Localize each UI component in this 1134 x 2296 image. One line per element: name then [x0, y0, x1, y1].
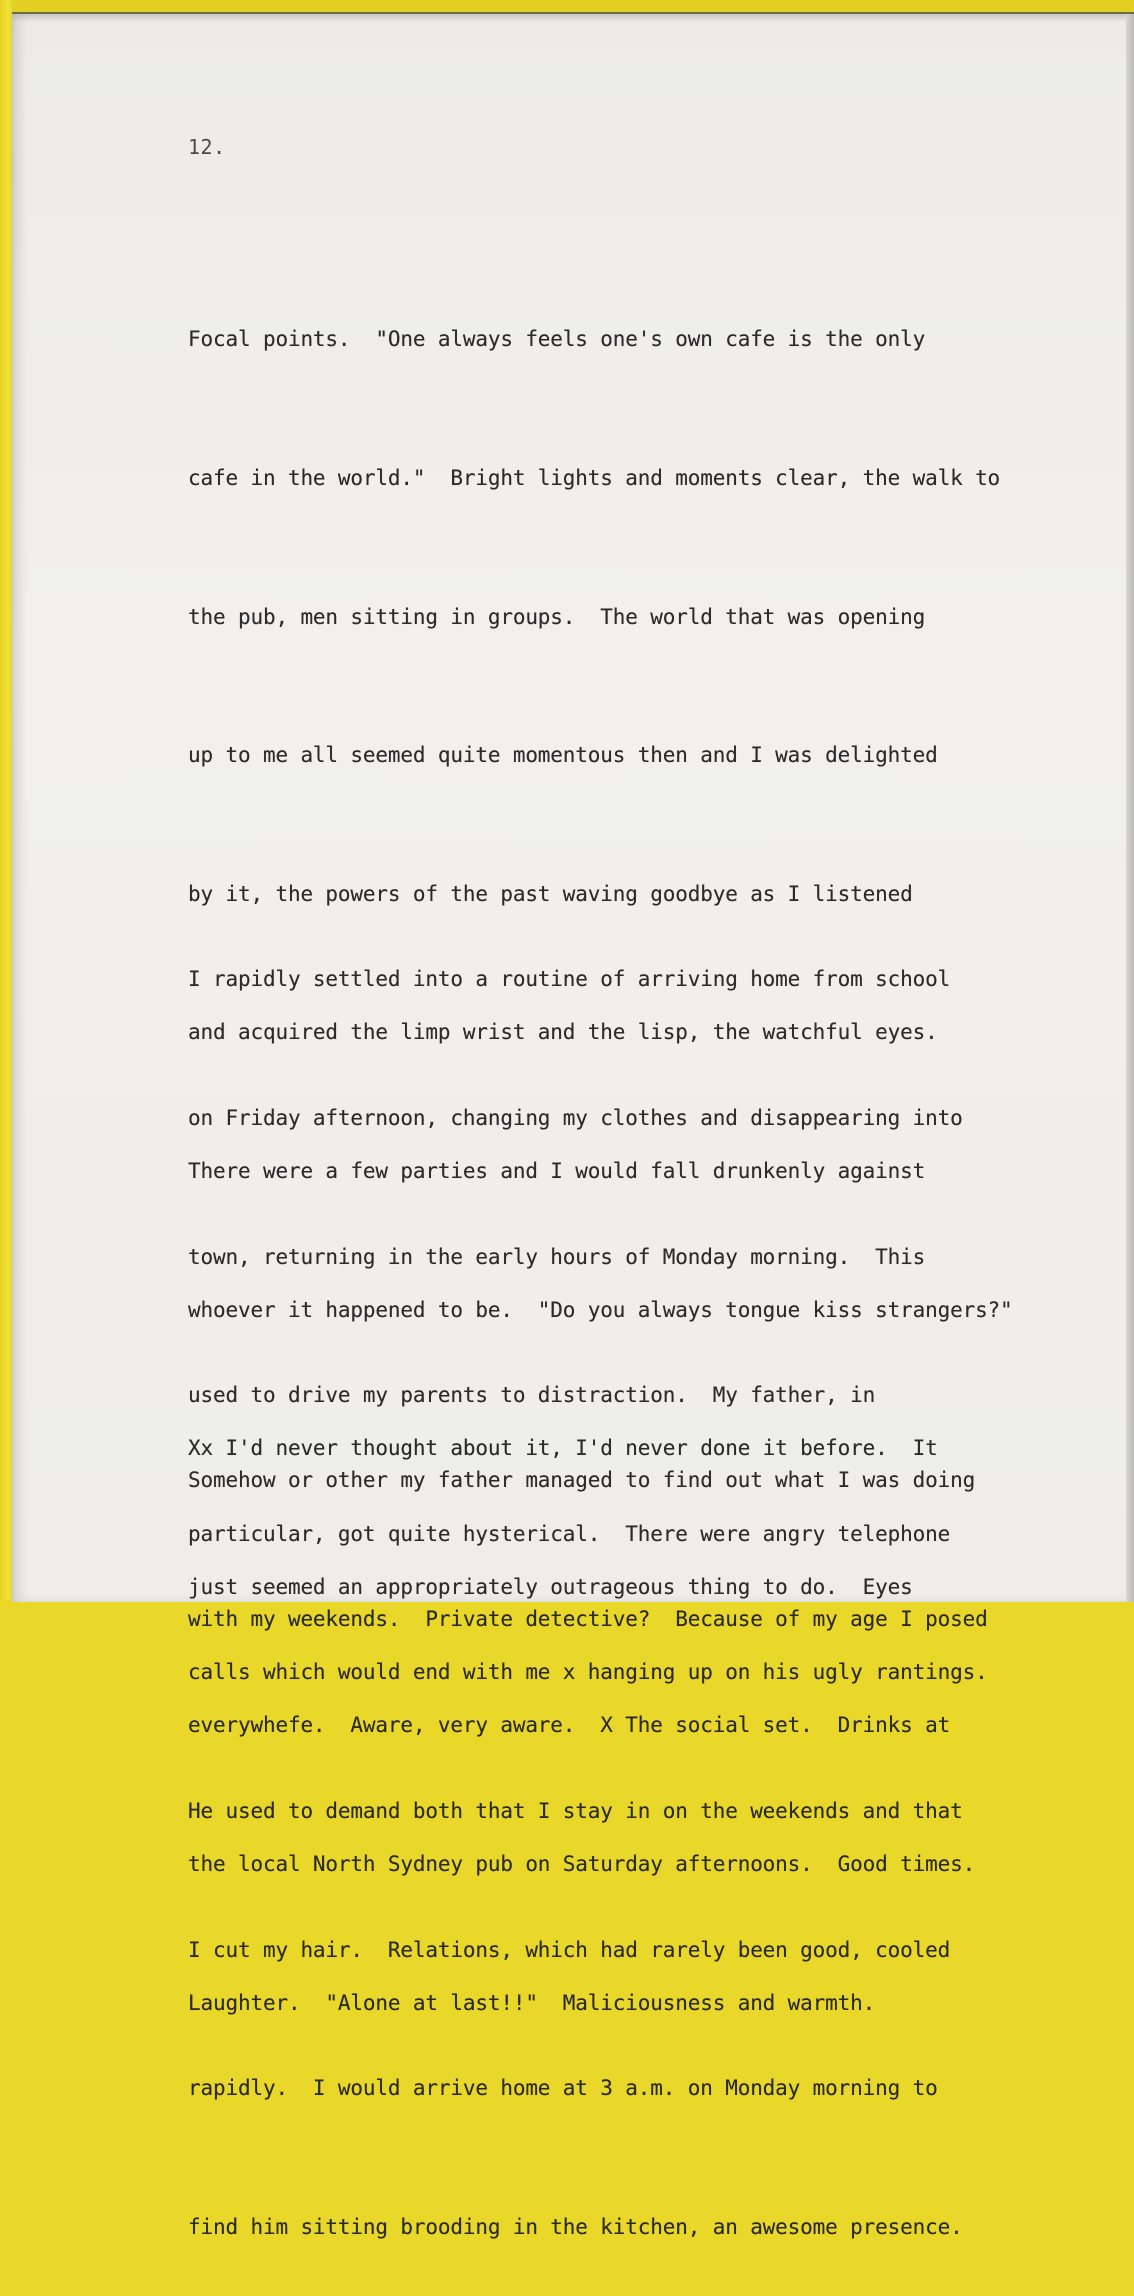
text-line: rapidly. I would arrive home at 3 a.m. on Monday morning to: [188, 2076, 938, 2101]
text-line: whoever it happened to be. "Do you always tongue kiss strangers?": [188, 1297, 1013, 1322]
text-line: town, returning in the early hours of Monday morning. This: [188, 1244, 926, 1269]
text-line: just seemed an appropriately outrageous thing to do. Eyes: [188, 1574, 913, 1599]
text-line: by it, the powers of the past waving goodbye as I listened: [188, 881, 913, 906]
text-line: Laughter. "Alone at last!!" Maliciousness and warmth.: [188, 1990, 876, 2015]
page-number: 12.: [188, 135, 226, 159]
paragraph: [188, 1365, 988, 1688]
text-line: up to me all seemed quite momentous then and I was delighted: [188, 743, 938, 768]
text-line: calls which would end with me x hanging up on his ugly rantings.: [188, 1660, 988, 1685]
text-line: used to drive my parents to distraction. My father, in: [188, 1383, 876, 1408]
text-line: Focal points. "One always feels one's own cafe is the only: [188, 327, 926, 352]
text-line: find him sitting brooding in the kitchen, an awesome presence.: [188, 2214, 963, 2239]
text-line: everywhefe. Aware, very aware. X The social set. Drinks at: [188, 1713, 951, 1738]
text-line: and acquired the limp wrist and the lisp, the watchful eyes.: [188, 1020, 938, 1045]
text-line: Xx I'd never thought about it, I'd never done it before. It: [188, 1436, 938, 1461]
text-line: I rapidly settled into a routine of arriving home from school: [188, 967, 951, 992]
text-line: Somehow or other my father managed to find out what I was doing: [188, 1468, 976, 1493]
text-line: the pub, men sitting in groups. The world that was opening: [188, 604, 926, 629]
text-line: the local North Sydney pub on Saturday afternoons. Good times.: [188, 1851, 976, 1876]
text-line: particular, got quite hysterical. There were angry telephone: [188, 1521, 951, 1546]
text-line: on Friday afternoon, changing my clothes and disappearing into: [188, 1106, 963, 1130]
page-edge: [1126, 14, 1134, 1602]
text-line: He used to demand both that I stay in on the weekends and that: [188, 1798, 963, 1823]
text-line: with my weekends. Private detective? Because of my age I posed: [188, 1607, 988, 1631]
text-line: cafe in the world." Bright lights and moments clear, the walk to: [188, 466, 1001, 490]
text-line: I cut my hair. Relations, which had rarely been good, cooled: [188, 1937, 951, 1962]
text-line: There were a few parties and I would fall drunkenly against: [188, 1158, 926, 1183]
